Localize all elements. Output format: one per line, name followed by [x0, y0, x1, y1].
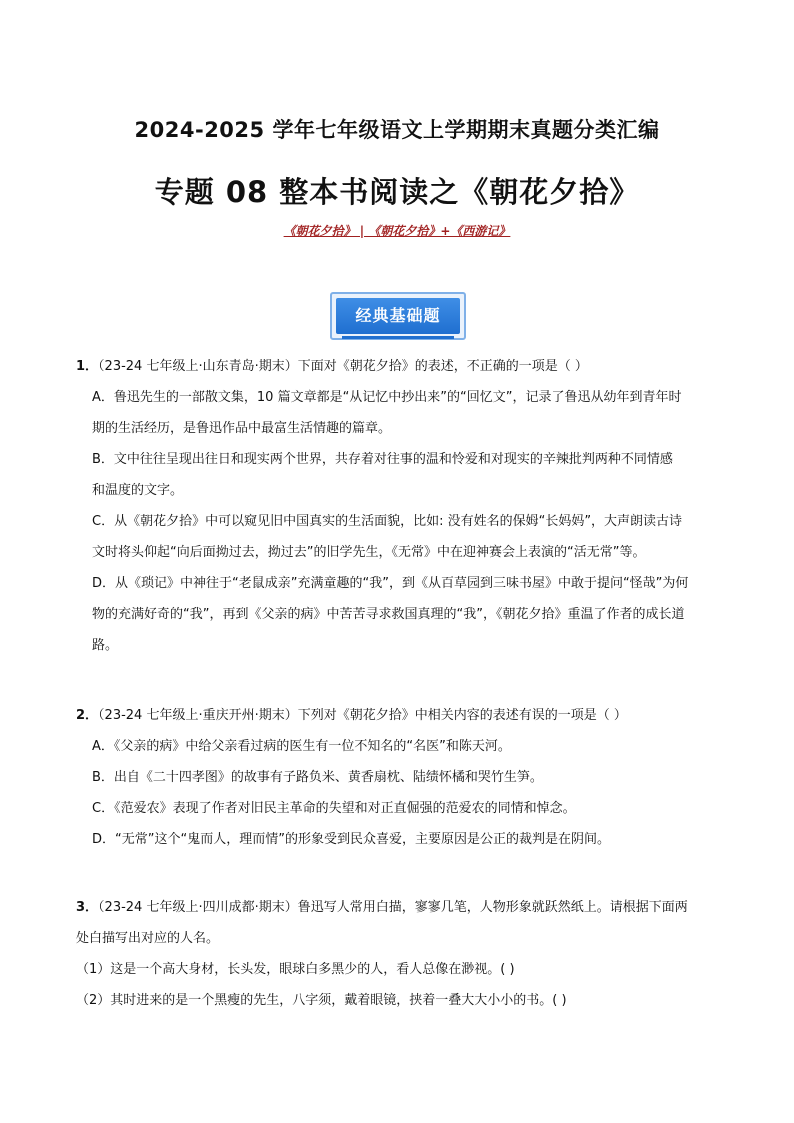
badge-label: 经典基础题: [336, 298, 460, 334]
option-d: D．“无常”这个“鬼而人，理而情”的形象受到民众喜爱，主要原因是公正的裁判是在阴间。: [92, 832, 610, 847]
question-number: 3．: [76, 900, 99, 915]
option-b-line-1: B．文中往往呈现出往日和现实两个世界，共存着对往事的温和怜爱和对现实的辛辣批判两种不同情感: [92, 452, 673, 467]
question-1: [76, 351, 726, 661]
question-text: （23-24 七年级上·重庆开州·期末）下列对《朝花夕拾》中相关内容的表述有误的一项是（ ）: [98, 708, 627, 723]
question-2: [76, 700, 726, 855]
question-text-continued: 处白描写出对应的人名。: [76, 931, 220, 946]
question-stem: [76, 892, 726, 923]
sub-question-1: （1）这是一个高大身材，长头发，眼球白多黑少的人，看人总像在渺视。( ): [76, 962, 515, 977]
option-a-line-2: 期的生活经历，是鲁迅作品中最富生活情趣的篇章。: [92, 421, 392, 436]
question-text: （23-24 七年级上·山东青岛·期末）下面对《朝花夕拾》的表述，不正确的一项是（ ）: [98, 359, 588, 374]
question-number: 1．: [76, 359, 99, 374]
option-b: B．出自《二十四孝图》的故事有子路负米、黄香扇枕、陆绩怀橘和哭竹生笋。: [92, 770, 543, 785]
topic-title: 专题 08 整本书阅读之《朝花夕拾》: [154, 175, 640, 209]
option-c-line-2: 文时将头仰起“向后面拗过去，拗过去”的旧学先生，《无常》中在迎神赛会上表演的“活无常”等。: [92, 545, 646, 560]
question-stem: [76, 700, 726, 731]
option-a: A．《父亲的病》中给父亲看过病的医生有一位不知名的“名医”和陈天河。: [92, 739, 511, 754]
subtitle-text: 《朝花夕拾》 | 《朝花夕拾》+《西游记》: [283, 224, 511, 238]
question-text: （23-24 七年级上·四川成都·期末）鲁迅写人常用白描，寥寥几笔，人物形象就跃然纸上。请根据下面两: [98, 900, 688, 915]
document-title: 2024-2025 学年七年级语文上学期期末真题分类汇编: [134, 118, 660, 142]
question-number: 2．: [76, 708, 99, 723]
question-3: [76, 892, 726, 1016]
option-d-line-3: 路。: [92, 638, 119, 653]
option-d-line-1: D．从《琐记》中神往于“老鼠成亲”充满童趣的“我”，到《从百草园到三味书屋》中敢于提问“怪哉”为何: [92, 576, 689, 591]
option-c-line-1: C．从《朝花夕拾》中可以窥见旧中国真实的生活面貌，比如: 没有姓名的保姆“长妈妈”，大声朗读古诗: [92, 514, 683, 529]
section-badge: [330, 292, 466, 340]
option-b-line-2: 和温度的文字。: [92, 483, 184, 498]
option-c: C．《范爱农》表现了作者对旧民主革命的失望和对正直倔强的范爱农的同情和悼念。: [92, 801, 576, 816]
sub-question-2: （2）其时进来的是一个黑瘦的先生，八字须，戴着眼镜，挟着一叠大大小小的书。( ): [76, 993, 567, 1008]
option-a-line-1: A．鲁迅先生的一部散文集，10 篇文章都是“从记忆中抄出来”的“回忆文”，记录了鲁迅从幼年到青年时: [92, 390, 682, 405]
question-stem: [76, 351, 726, 382]
subtitle-links: [0, 222, 794, 239]
badge-underline: [342, 336, 454, 339]
option-d-line-2: 物的充满好奇的“我”，再到《父亲的病》中苦苦寻求救国真理的“我”，《朝花夕拾》重温了作者的成长道: [92, 607, 685, 622]
